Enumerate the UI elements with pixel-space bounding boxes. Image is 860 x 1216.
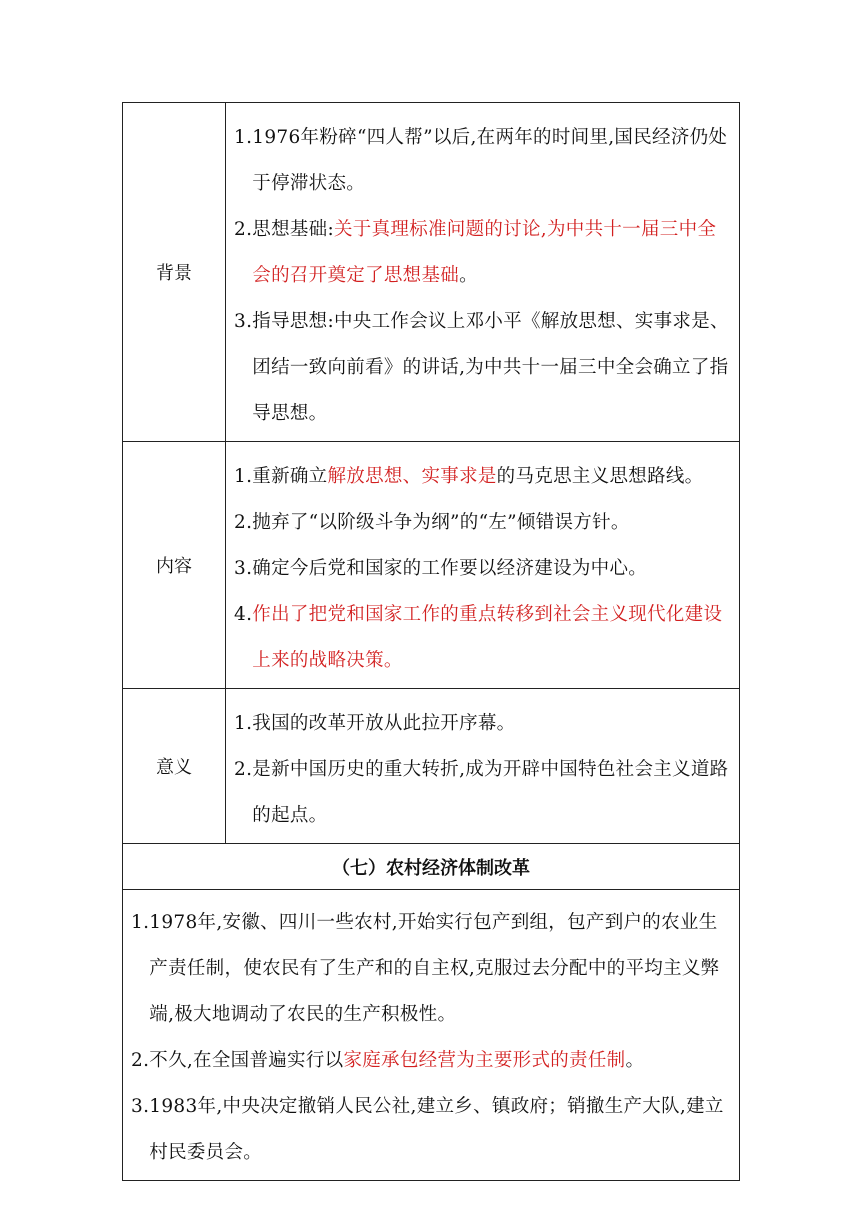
row-background xyxy=(123,103,740,442)
text-segment: 。 xyxy=(459,265,478,286)
text-segment: 是新中国历史的重大转折,成为开辟中国特色社会主义道路的起点。 xyxy=(252,759,729,826)
item-number: 1. xyxy=(234,127,253,148)
item-text xyxy=(149,1038,733,1084)
item-text xyxy=(149,1084,733,1176)
list-item xyxy=(234,592,733,684)
list-item xyxy=(234,546,733,592)
highlighted-text: 作出了把党和国家工作的重点转移到社会主义现代化建设上来的战略决策。 xyxy=(252,604,723,671)
item-number: 1. xyxy=(234,466,253,487)
list-item xyxy=(234,207,733,299)
item-text xyxy=(149,900,733,1038)
item-number: 1. xyxy=(234,713,253,734)
list-item xyxy=(131,1038,733,1084)
item-text xyxy=(252,701,733,747)
history-table xyxy=(122,102,740,1181)
text-segment: 我国的改革开放从此拉开序幕。 xyxy=(252,713,516,734)
highlighted-text: 解放思想、实事求是 xyxy=(327,466,497,487)
item-number: 3. xyxy=(131,1096,150,1117)
list-item xyxy=(234,115,733,207)
list-item xyxy=(234,747,733,839)
item-number: 2. xyxy=(234,759,253,780)
label-content: 内容 xyxy=(123,442,226,689)
text-segment: 。 xyxy=(625,1050,645,1071)
section-heading: （七）农村经济体制改革 xyxy=(123,844,740,890)
item-text xyxy=(252,299,733,437)
significance-items xyxy=(226,689,740,844)
item-text xyxy=(252,207,733,299)
text-segment: 重新确立 xyxy=(252,466,328,487)
label-significance: 意义 xyxy=(123,689,226,844)
text-segment: 1978年,安徽、四川一些农村,开始实行包产到组，包产到户的农业生产责任制，使农民有了生产和的自主权,克服过去分配中的平均主义弊端,极大地调动了农民的生产积极性。 xyxy=(149,912,720,1025)
text-segment: 思想基础: xyxy=(252,219,334,240)
list-item xyxy=(131,900,733,1038)
list-item xyxy=(131,1084,733,1176)
list-item xyxy=(234,500,733,546)
text-segment: 1976年粉碎“四人帮”以后,在两年的时间里,国民经济仍处于停滞状态。 xyxy=(252,127,728,194)
item-number: 2. xyxy=(234,512,253,533)
content-items xyxy=(226,442,740,689)
text-segment: 不久,在全国普遍实行以 xyxy=(149,1050,344,1071)
item-number: 2. xyxy=(234,219,253,240)
highlighted-text: 关于真理标准问题的讨论,为中共十一届三中全会的召开奠定了思想基础 xyxy=(252,219,717,286)
highlighted-text: 家庭承包经营为主要形式的责任制 xyxy=(343,1050,626,1071)
list-item xyxy=(234,701,733,747)
item-text xyxy=(252,454,733,500)
row-rural-heading xyxy=(123,844,740,890)
row-significance xyxy=(123,689,740,844)
text-segment: 指导思想:中央工作会议上邓小平《解放思想、实事求是、团结一致向前看》的讲话,为中共十一届三中全会确立了指导思想。 xyxy=(252,311,729,424)
text-segment: 1983年,中央决定撤销人民公社,建立乡、镇政府；销撤生产大队,建立村民委员会。 xyxy=(149,1096,724,1163)
item-text xyxy=(252,115,733,207)
row-rural-reform xyxy=(123,890,740,1181)
item-number: 3. xyxy=(234,558,253,579)
item-text xyxy=(252,500,733,546)
item-text xyxy=(252,546,733,592)
background-items xyxy=(226,103,740,442)
text-segment: 确定今后党和国家的工作要以经济建设为中心。 xyxy=(252,558,648,579)
item-number: 2. xyxy=(131,1050,150,1071)
list-item xyxy=(234,454,733,500)
item-number: 1. xyxy=(131,912,150,933)
item-text xyxy=(252,747,733,839)
item-text xyxy=(252,592,733,684)
label-background: 背景 xyxy=(123,103,226,442)
item-number: 3. xyxy=(234,311,253,332)
list-item xyxy=(234,299,733,437)
text-segment: 抛弃了“以阶级斗争为纲”的“左”倾错误方针。 xyxy=(252,512,630,533)
item-number: 4. xyxy=(234,604,253,625)
rural-reform-items xyxy=(123,890,740,1181)
row-content xyxy=(123,442,740,689)
text-segment: 的马克思主义思想路线。 xyxy=(496,466,704,487)
